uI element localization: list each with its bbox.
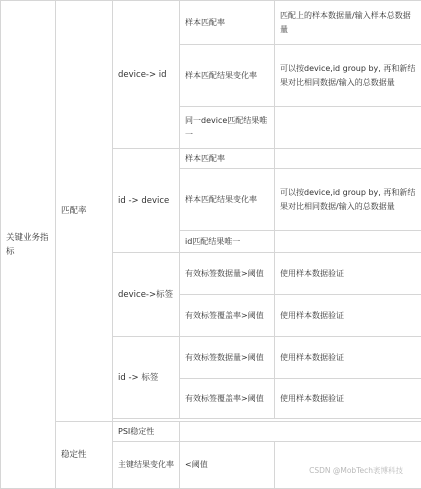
watermark: CSDN @MobTech袤博科技: [309, 465, 403, 476]
metric-cell: 有效标签数据量>阈值: [180, 337, 275, 379]
description-cell: 使用样本数据验证: [275, 295, 421, 337]
metric-cell: 有效标签数据量>阈值: [180, 253, 275, 295]
table-row: [1, 1, 421, 45]
description-cell: 使用样本数据验证: [275, 253, 421, 295]
metric-cell: 样本匹配结果变化率: [180, 169, 275, 231]
description-cell: [275, 107, 421, 149]
stability-cell: 稳定性: [56, 422, 113, 489]
description-cell: 使用样本数据验证: [275, 337, 421, 379]
metric-cell: 样本匹配率: [180, 149, 275, 169]
description-cell: <阈值: [180, 442, 275, 489]
metric-cell: 有效标签覆盖率>阈值: [180, 295, 275, 337]
description-cell: [275, 149, 421, 169]
category-cell: 关键业务指标: [1, 1, 56, 489]
metric-cell: PSI稳定性: [113, 422, 180, 442]
description-cell: [180, 422, 421, 442]
device-id-cell: device-> id: [113, 1, 180, 149]
match-rate-cell: 匹配率: [56, 1, 113, 422]
description-cell: 可以按device,id group by, 再和新结果对比相同数据/输入的总数据量: [275, 45, 421, 107]
metric-cell: 样本匹配率: [180, 1, 275, 45]
metric-cell: 主键结果变化率: [113, 442, 180, 489]
id-tag-cell: id -> 标签: [113, 337, 180, 419]
description-cell: 使用样本数据验证: [275, 379, 421, 419]
table-row: [1, 422, 421, 442]
device-tag-cell: device->标签: [113, 253, 180, 337]
metric-cell: 同一device匹配结果唯一: [180, 107, 275, 149]
description-cell: [275, 231, 421, 253]
description-cell: 可以按device,id group by, 再和新结果对比相同数据/输入的总数据量: [275, 169, 421, 231]
description-cell: 匹配上的样本数据量/输入样本总数据量: [275, 1, 421, 45]
metric-cell: 有效标签覆盖率>阈值: [180, 379, 275, 419]
metric-cell: 样本匹配结果变化率: [180, 45, 275, 107]
metric-cell: id匹配结果唯一: [180, 231, 275, 253]
id-device-cell: id -> device: [113, 149, 180, 253]
